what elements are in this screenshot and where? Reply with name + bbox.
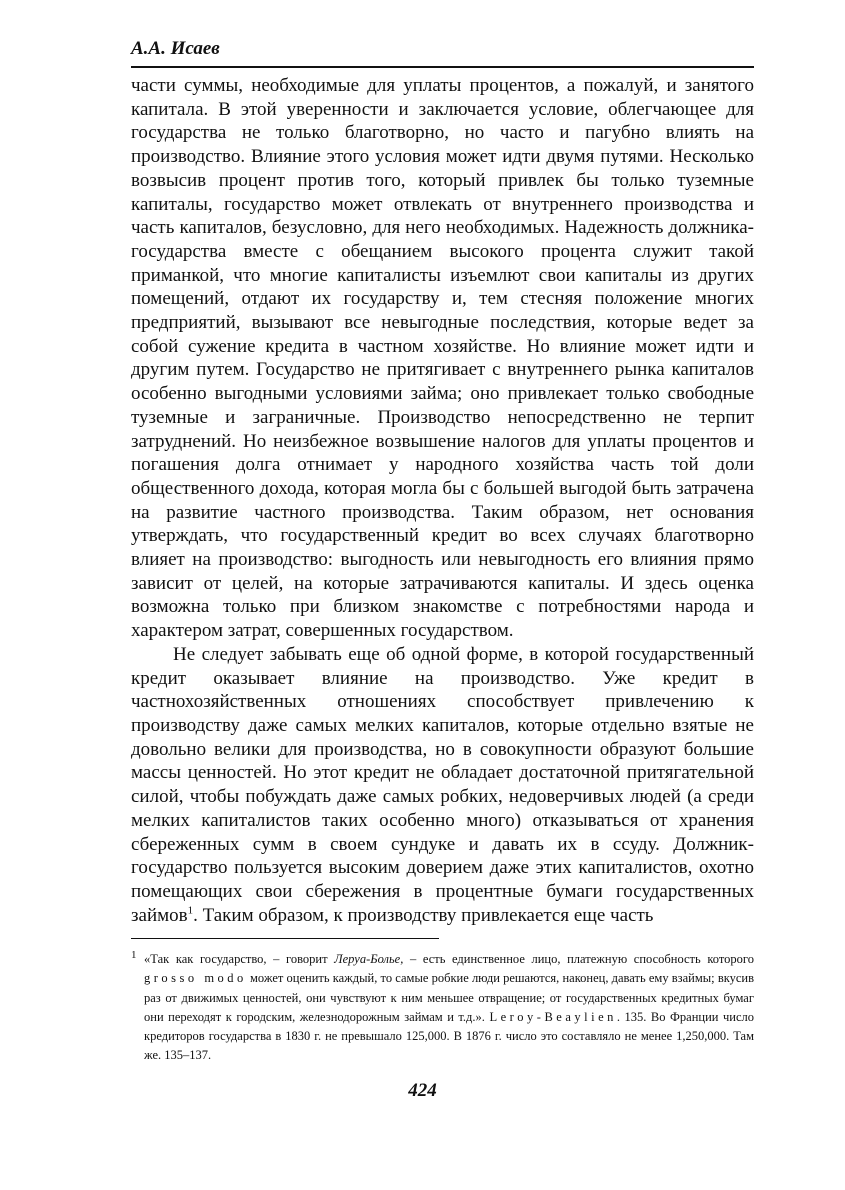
footnote-marker: 1 [131,948,137,961]
footnote-part-4: . 135. Во Франции число кредиторов государства в 1830 г. не превышало 125,000. В 1876 г. число это составляло не менее 1,250,000. Там же. 135–137. [144,1009,754,1063]
footnote-part-1: «Так как государство, – говорит [144,952,335,966]
footnote [131,950,754,1066]
body-text [131,74,754,927]
paragraph-2 [131,643,754,927]
footnote-part-3: может оценить каждый, то самые робкие люди решаются, наконец, давать ему взаймы; вкусив раз от движимых ценностей, они чувствуют к ним меньшее отвращение; от государственных кредитных бумаг они переходят к городским, железнодорожным займам и т.д.». [144,971,755,1024]
page-number: 424 [408,1080,437,1101]
footnote-source: Leroy-Beaylien [489,1009,617,1024]
paragraph-1-text: части суммы, необходимые для уплаты процентов, а пожалуй, и занятого капитала. В этой уверенности и заключается условие, облегчающее для государства не только благотворно, но часто и пагубно влиять на производство. Влияние этого условия может идти двумя путями. Несколько возвысив процент против того, который привлек бы только туземные капиталы, государство может отвлекать от внутреннего производства и часть капиталов, безусловно, для него необходимых. Надежность должника-государства вместе с обещанием высокого процента служит такой приманкой, что многие капиталисты изъемлют свои капиталы из других помещений, отдают их государству и, тем стесняя положение многих предприятий, вызывают все невыгодные последствия, которые ведет за собой сужение кредита в частном хозяйстве. Но влияние может идти и другим путем. Государство не притягивает с внутреннего рынка капиталов особенно выгодными условиями займа; оно привлекает только свободные туземные и заграничные. Производство непосредственно не терпит затруднений. Но неизбежное возвышение налогов для уплаты процентов и погашения долга отнимает у народного хозяйства часть той доли общественного дохода, которая могла бы с большей выгодой быть затрачена на развитие частного производства. Таким образом, нет основания утверждать, что государственный кредит во всех случаях благотворно влияет на производство: выгодность или невыгодность его влияния прямо зависит от целей, на которые затрачиваются капиталы. И здесь оценка возможна только при близком знакомстве с потребностями народа и характером затрат, совершенных государством. [131,75,754,642]
footnote-text [131,950,754,1066]
paragraph-1 [131,74,754,643]
paragraph-2-tail: . Таким образом, к производству привлекается еще часть [193,904,654,926]
footnote-latin-phrase: grosso modo [144,971,247,986]
header-rule [131,66,754,68]
footnote-rule [131,938,439,939]
footnote-reference: 1 [187,904,194,917]
footnote-part-2: – есть единственное лицо, платежную способность которого [403,952,754,966]
footnote-author: Леруа-Болье, [334,952,404,966]
paragraph-2-text: Не следует забывать еще об одной форме, в которой государственный кредит оказывает влияние на производство. Уже кредит в частнохозяйственных отношениях способствует привлечению к производству даже самых мелких капиталов, которые отдельно взятые не довольно велики для производства, но в совокупности образуют большие массы ценностей. Но этот кредит не обладает достаточной притягательной силой, чтобы побуждать даже самых робких, недоверчивых людей (а среди мелких капиталистов таких особенно много) отказываться от хранения сбереженных сумм в своем сундуке и давать их в ссуду. Должник-государство пользуется высоким доверием даже этих капиталистов, охотно помещающих свои сбережения в процентные бумаги государственных займов [131,643,754,926]
running-head: А.А. Исаев [131,38,220,59]
